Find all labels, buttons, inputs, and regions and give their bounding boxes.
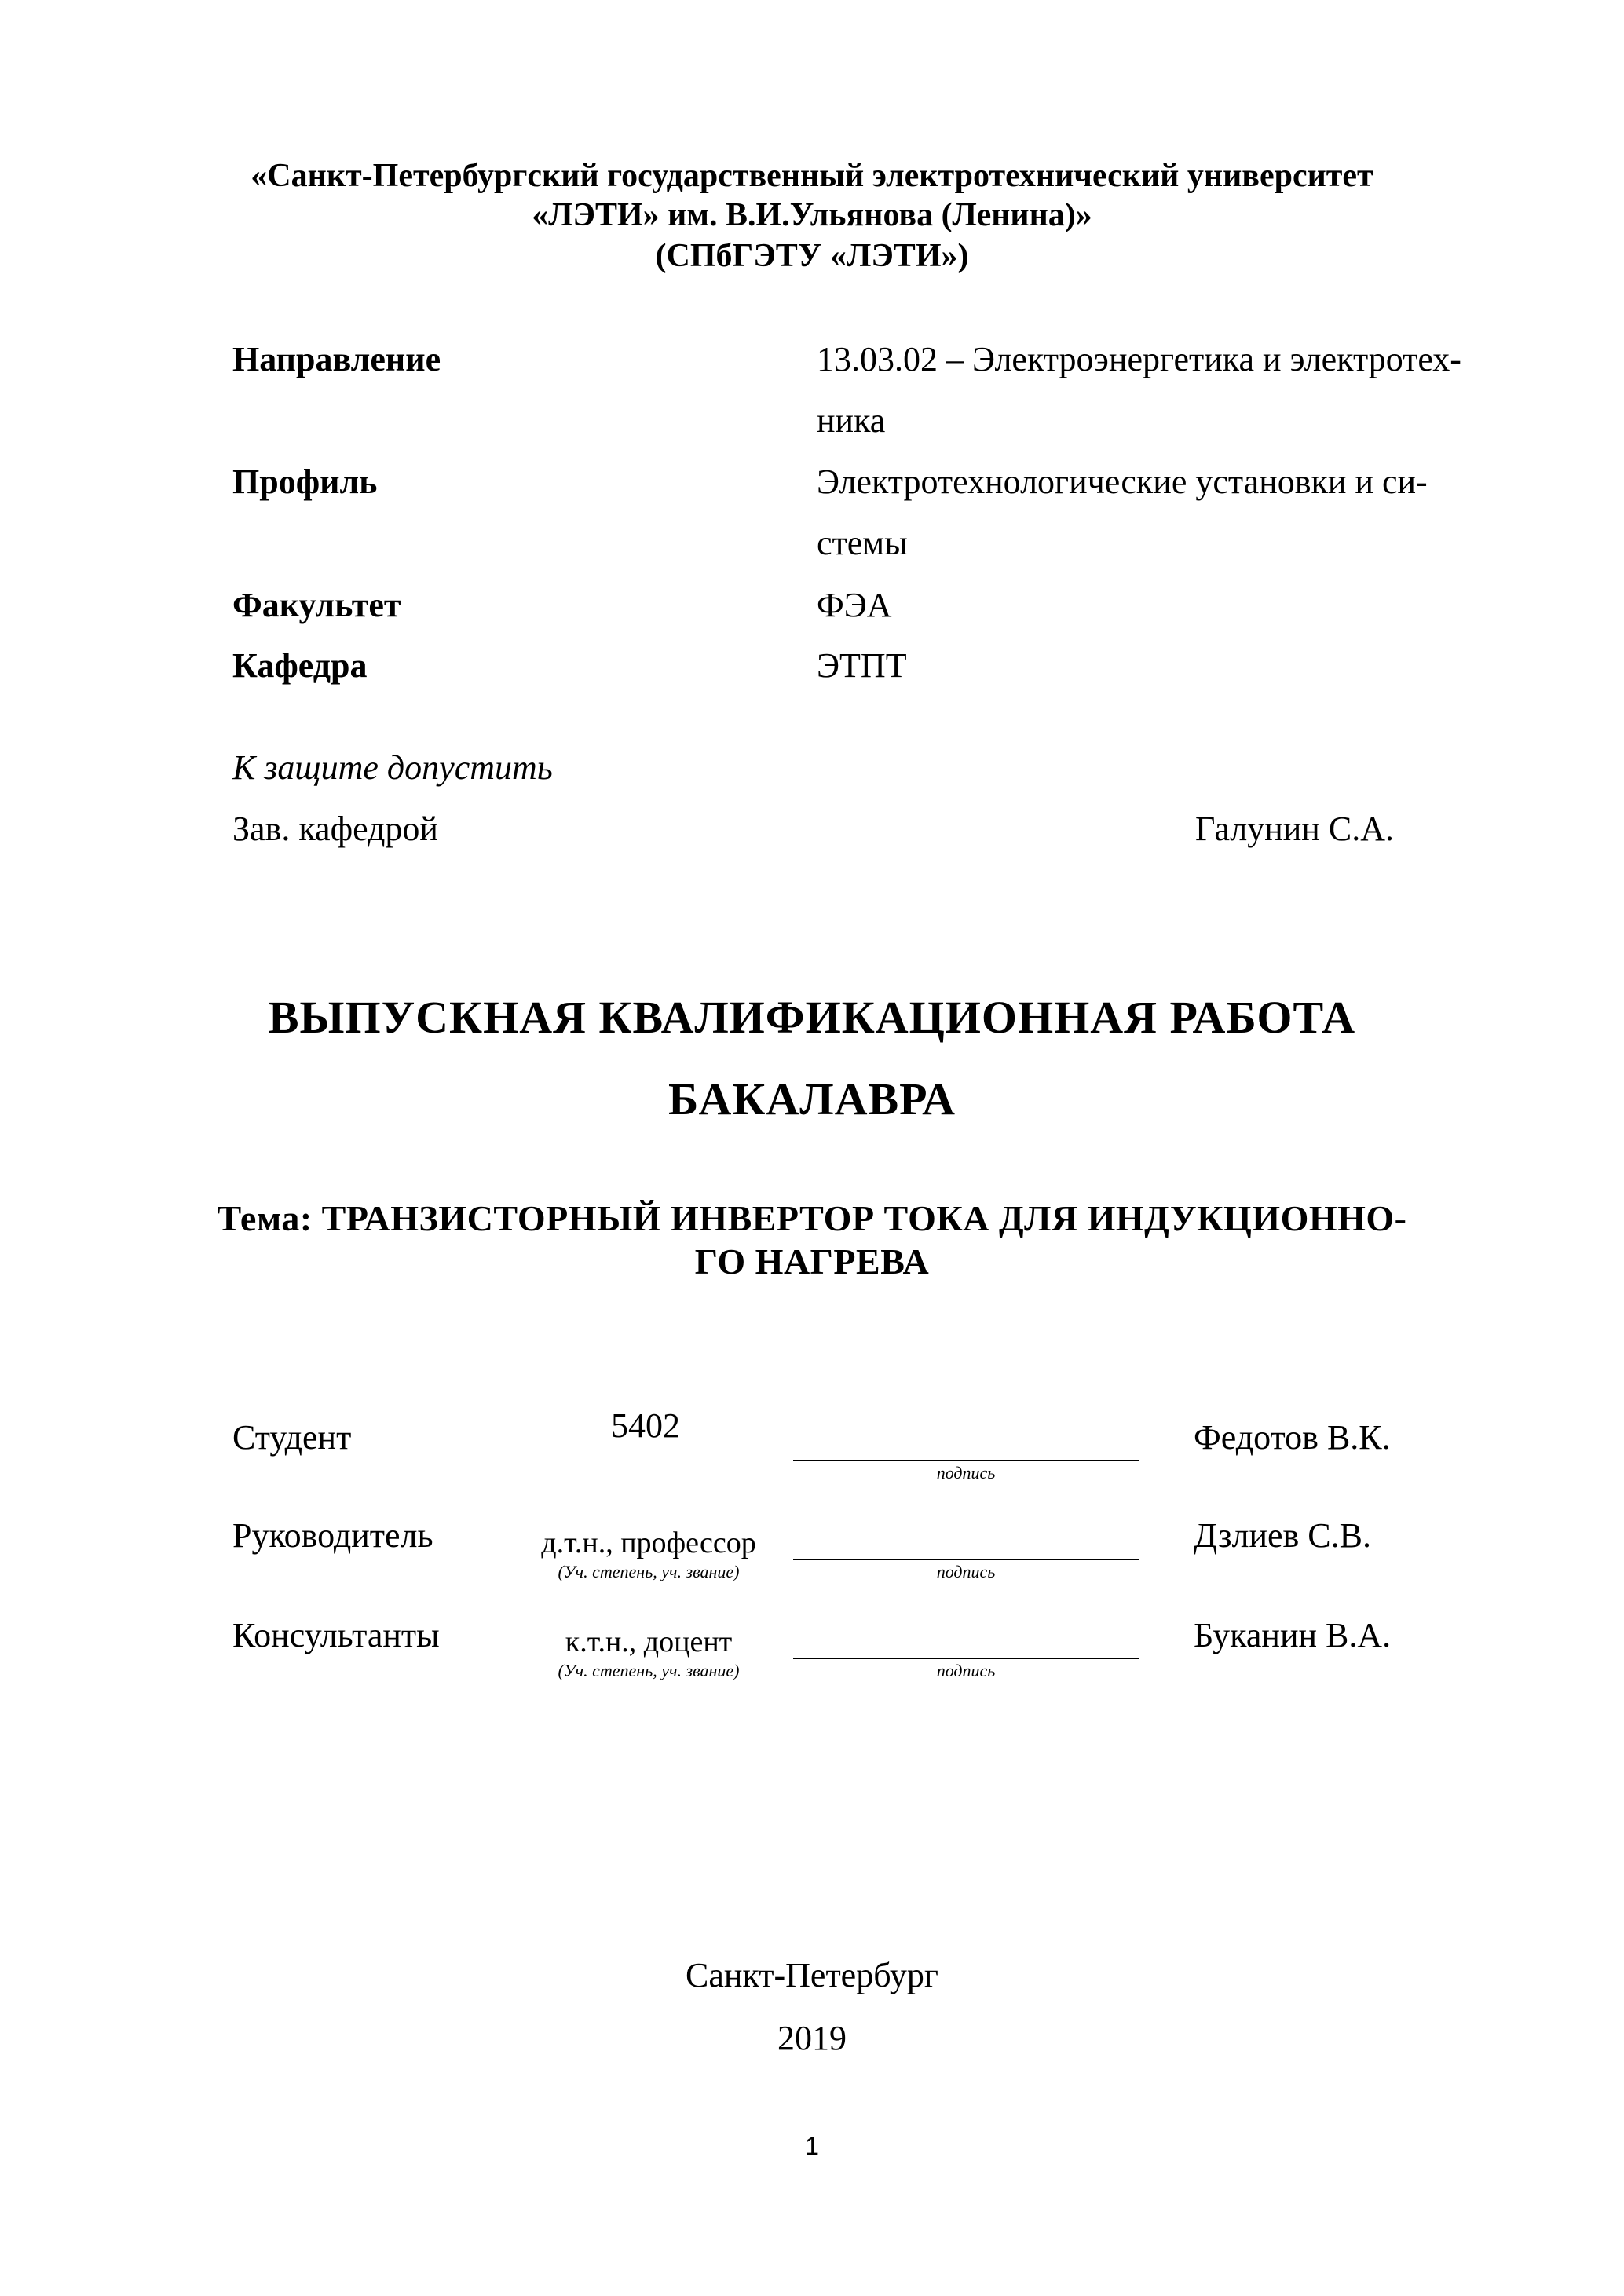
theme-line2: ГО НАГРЕВА (694, 1241, 930, 1281)
university-abbreviation: (СПбГЭТУ «ЛЭТИ») (655, 238, 969, 274)
supervisor-name: Дзлиев С.В. (1194, 1516, 1371, 1555)
department-label: Кафедра (232, 646, 368, 685)
department-value: ЭТПТ (817, 646, 907, 685)
city: Санкт-Петербург (686, 1956, 938, 1994)
consultant-signature-line (793, 1658, 1139, 1659)
profile-label: Профиль (232, 462, 378, 501)
page-number: 1 (805, 2132, 819, 2160)
department-head-name: Галунин С.А. (1195, 810, 1394, 848)
theme-line1: Тема: ТРАНЗИСТОРНЫЙ ИНВЕРТОР ТОКА ДЛЯ ИНДУКЦИОННО- (217, 1198, 1407, 1238)
student-name: Федотов В.К. (1194, 1418, 1391, 1457)
direction-label: Направление (232, 340, 441, 378)
consultant-role: Консультанты (232, 1616, 440, 1654)
university-name-line2: «ЛЭТИ» им. В.И.Ульянова (Ленина)» (532, 197, 1092, 233)
supervisor-signature-caption: подпись (936, 1562, 996, 1581)
faculty-label: Факультет (232, 586, 401, 624)
direction-value-line2: ника (817, 401, 886, 440)
consultant-degree-caption: (Уч. степень, уч. звание) (558, 1661, 740, 1680)
department-head-label: Зав. кафедрой (232, 810, 438, 848)
student-signature-line (793, 1460, 1139, 1461)
approval-title: К защите допустить (232, 748, 553, 787)
year: 2019 (777, 2019, 847, 2057)
profile-value-line1: Электротехнологические установки и си- (817, 462, 1428, 501)
faculty-value: ФЭА (817, 586, 892, 624)
work-type-line2: БАКАЛАВРА (668, 1073, 956, 1124)
supervisor-role: Руководитель (232, 1516, 433, 1555)
work-type-line1: ВЫПУСКНАЯ КВАЛИФИКАЦИОННАЯ РАБОТА (268, 992, 1356, 1043)
student-signature-caption: подпись (936, 1463, 996, 1483)
student-group: 5402 (611, 1406, 680, 1445)
profile-value-line2: стемы (817, 524, 908, 562)
supervisor-degree-caption: (Уч. степень, уч. звание) (558, 1562, 740, 1581)
consultant-name: Буканин В.А. (1194, 1616, 1392, 1654)
student-role: Студент (232, 1418, 352, 1457)
university-name-line1: «Санкт-Петербургский государственный электротехнический университет (251, 158, 1373, 194)
consultant-degree: к.т.н., доцент (565, 1625, 733, 1658)
consultant-signature-caption: подпись (936, 1661, 996, 1680)
direction-value-line1: 13.03.02 – Электроэнергетика и электротех- (817, 340, 1461, 378)
supervisor-degree: д.т.н., профессор (541, 1526, 756, 1559)
supervisor-signature-line (793, 1559, 1139, 1560)
